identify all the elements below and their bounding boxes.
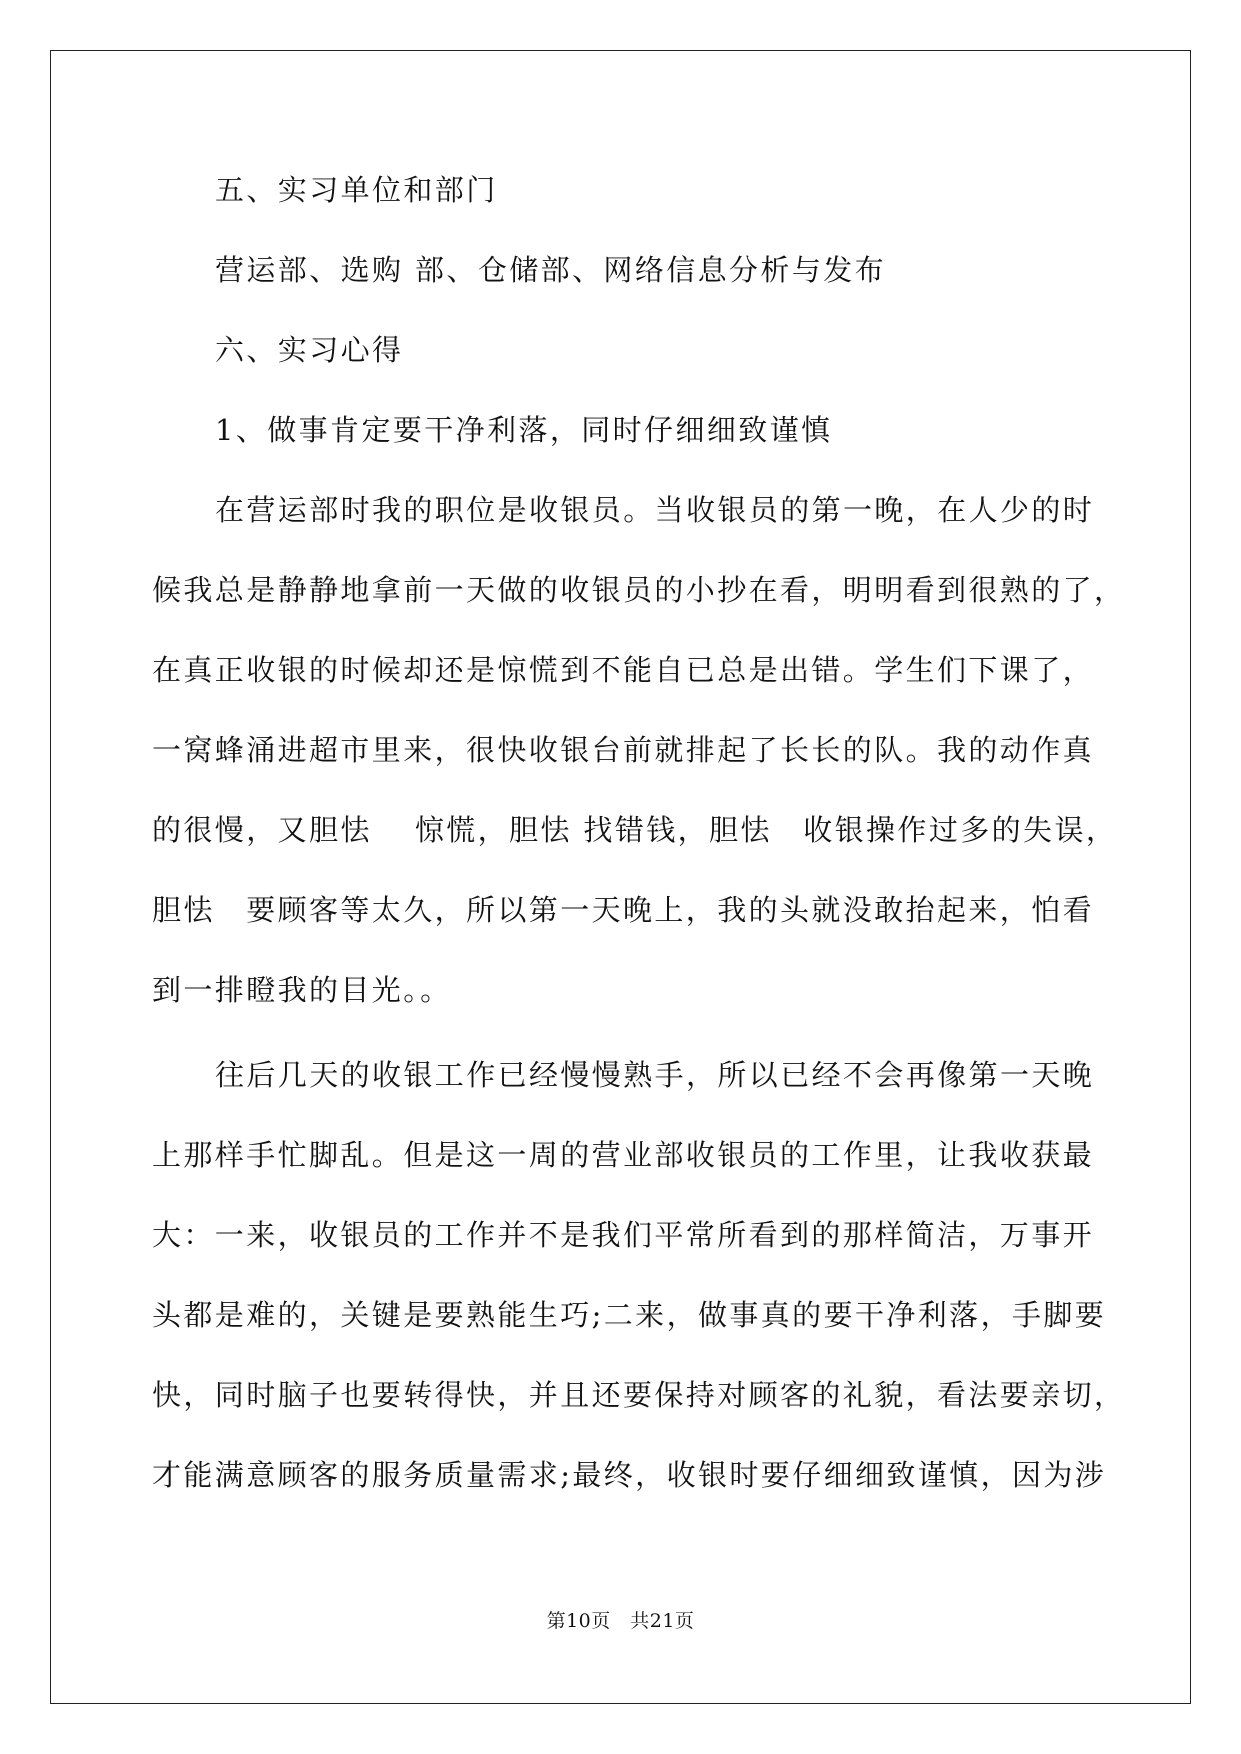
paragraph-line: 一窝蜂涌进超市里来，很快收银台前就排起了长长的队。我的动作真 bbox=[152, 733, 1095, 767]
section-heading-internship-unit: 五、实习单位和部门 bbox=[215, 173, 498, 207]
subheading-point-1: 1、做事肯定要干净利落，同时仔细细致谨慎 bbox=[215, 413, 833, 447]
paragraph-line: 到一排瞪我的目光。。 bbox=[152, 973, 452, 1007]
paragraph-line: 快，同时脑子也要转得快，并且还要保持对顾客的礼貌，看法要亲切， bbox=[152, 1378, 1126, 1412]
section-heading-internship-reflections: 六、实习心得 bbox=[215, 333, 404, 367]
paragraph-line: 的很慢，又胆怯 惊慌，胆怯 找错钱，胆怯 收银操作过多的失误， bbox=[152, 813, 1118, 847]
paragraph-line: 上那样手忙脚乱。但是这一周的营业部收银员的工作里，让我收获最 bbox=[152, 1138, 1095, 1172]
paragraph-line: 营运部、选购 部、仓储部、网络信息分析与发布 bbox=[215, 253, 887, 287]
paragraph-line: 才能满意顾客的服务质量需求;最终，收银时要仔细细致谨慎，因为涉 bbox=[152, 1458, 1107, 1492]
paragraph-line: 头都是难的，关键是要熟能生巧;二来，做事真的要干净利落，手脚要 bbox=[152, 1298, 1107, 1332]
paragraph-line: 候我总是静静地拿前一天做的收银员的小抄在看，明明看到很熟的了， bbox=[152, 573, 1126, 607]
paragraph-line: 往后几天的收银工作已经慢慢熟手，所以已经不会再像第一天晚 bbox=[215, 1058, 1095, 1092]
paragraph-line: 在营运部时我的职位是收银员。当收银员的第一晚，在人少的时 bbox=[215, 493, 1095, 527]
paragraph-line: 在真正收银的时候却还是惊慌到不能自已总是出错。学生们下课了， bbox=[152, 653, 1095, 687]
paragraph-line: 大：一来，收银员的工作并不是我们平常所看到的那样简洁，万事开 bbox=[152, 1218, 1095, 1252]
paragraph-line: 胆怯 要顾客等太久，所以第一天晚上，我的头就没敢抬起来，怕看 bbox=[152, 893, 1095, 927]
page-number-footer: 第10页 共21页 bbox=[546, 1610, 695, 1632]
